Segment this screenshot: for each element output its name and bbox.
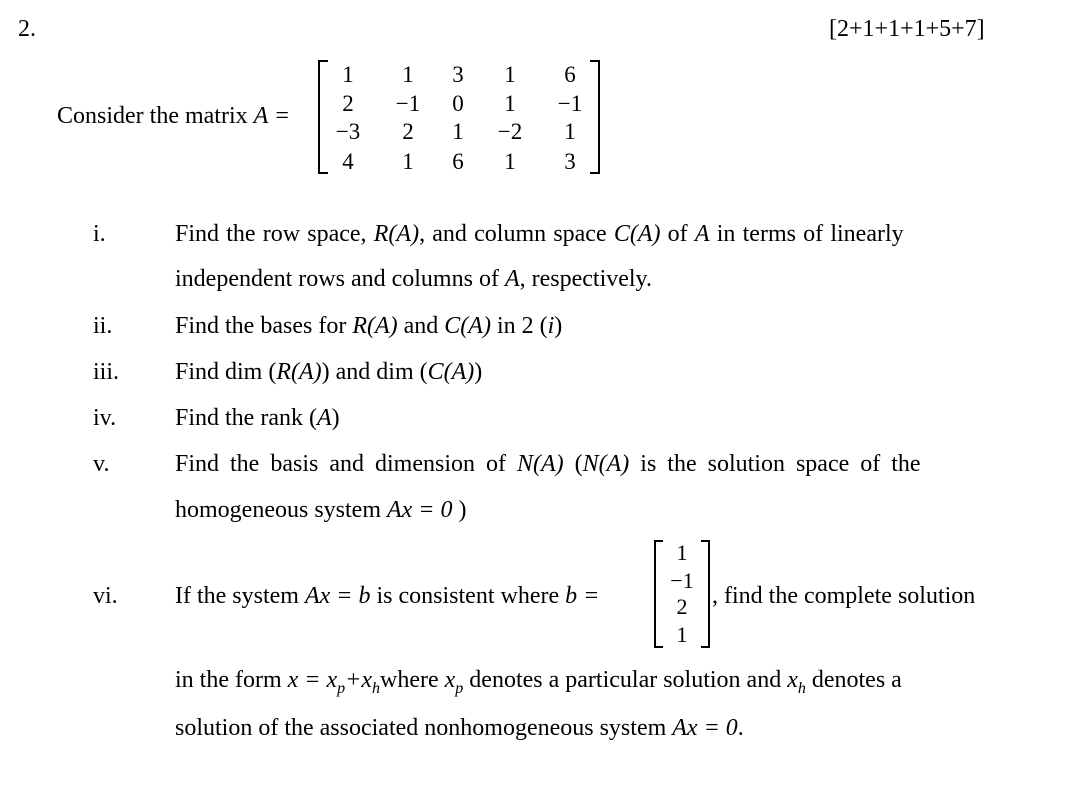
part-label: iii.	[93, 359, 120, 385]
math: Ax = 0	[672, 715, 738, 741]
text: Find the row space,	[175, 221, 374, 247]
matrix-cell: 6	[452, 149, 464, 174]
math: i	[547, 313, 555, 339]
part-iii-text	[175, 360, 482, 384]
text: Find the rank (	[175, 405, 317, 431]
text: independent rows and columns of	[175, 266, 505, 292]
math: A	[694, 221, 710, 247]
question-number: 2.	[18, 16, 36, 42]
matrix-cell: 4	[342, 149, 354, 174]
math: A	[316, 405, 332, 431]
math: Ax = b	[304, 583, 371, 609]
math-sub: h	[372, 679, 380, 697]
text: homogeneous system	[175, 497, 387, 523]
matrix-cell: −2	[497, 119, 523, 144]
matrix-cell: 6	[564, 62, 576, 87]
matrix-cell: 0	[452, 91, 464, 116]
text: solution of the associated nonhomogeneous system	[175, 715, 673, 741]
matrix-cell: −1	[395, 91, 421, 116]
part-ii-text	[175, 314, 562, 338]
part-iv-text	[175, 406, 340, 430]
math: N(A)	[582, 451, 630, 477]
text: in terms of linearly	[709, 221, 904, 247]
part-v-line2	[175, 498, 467, 522]
matrix-left-bracket	[318, 60, 328, 174]
text: is the solution space of the	[629, 451, 921, 477]
math: C(A)	[444, 313, 491, 339]
matrix-cell: 1	[402, 149, 414, 174]
marks-allocation: [2+1+1+1+5+7]	[829, 16, 985, 42]
text: .	[737, 715, 744, 741]
matrix-right-bracket	[590, 60, 600, 174]
matrix-cell: 1	[402, 62, 414, 87]
part-label: i.	[93, 221, 106, 247]
math-sub: p	[455, 679, 464, 697]
math: R(A)	[373, 221, 420, 247]
intro-label: Consider the matrix	[57, 103, 248, 129]
math: R(A)	[276, 359, 322, 385]
text: )	[331, 405, 340, 431]
text: denotes a	[805, 667, 902, 693]
math: A	[504, 266, 520, 292]
text: )	[452, 497, 467, 523]
text: of	[660, 221, 695, 247]
matrix-cell: 1	[504, 91, 516, 116]
vector-b	[654, 540, 710, 648]
matrix-cell: 2	[402, 119, 414, 144]
part-vi-line1a	[175, 584, 599, 608]
text: ) and dim (	[321, 359, 428, 385]
text: where	[380, 667, 445, 693]
matrix-cell: 3	[452, 62, 464, 87]
matrix-symbol: A =	[253, 103, 291, 129]
math-sub: h	[797, 679, 806, 697]
text: )	[554, 313, 563, 339]
vector-cell: 2	[676, 594, 688, 619]
matrix-cell: −3	[335, 119, 361, 144]
text: (	[563, 451, 583, 477]
text: If the system	[175, 583, 305, 609]
math: R(A)	[352, 313, 398, 339]
vector-cell: −1	[670, 568, 694, 593]
vector-left-bracket	[654, 540, 663, 648]
matrix-cell: 1	[504, 149, 516, 174]
matrix-cell: 1	[564, 119, 576, 144]
text: and	[397, 313, 445, 339]
part-label: vi.	[93, 583, 118, 609]
vector-right-bracket	[701, 540, 710, 648]
math: C(A)	[613, 221, 661, 247]
math: Ax = 0	[386, 497, 453, 523]
math-sub: p	[337, 679, 346, 697]
part-label: v.	[93, 451, 110, 477]
math: b =	[565, 583, 600, 609]
part-i-line2	[175, 267, 652, 291]
intro-text	[57, 104, 290, 128]
part-label: ii.	[93, 313, 113, 339]
text: is consistent where	[370, 583, 566, 609]
part-i-line1	[175, 222, 904, 246]
matrix-cell: −1	[557, 91, 583, 116]
text: , and column space	[419, 221, 614, 247]
math: x	[444, 667, 456, 693]
matrix-a	[318, 60, 600, 174]
text: in 2 (	[490, 313, 548, 339]
matrix-cell: 1	[452, 119, 464, 144]
text: Find dim (	[175, 359, 277, 385]
part-vi-line1b: , find the complete solution	[712, 583, 976, 609]
math: x	[787, 667, 798, 693]
part-v-line1	[175, 452, 921, 476]
text: Find the bases for	[175, 313, 353, 339]
math: C(A)	[427, 359, 475, 385]
text: Find the basis and dimension of	[175, 451, 517, 477]
matrix-cell: 2	[342, 91, 354, 116]
matrix-cell: 1	[504, 62, 516, 87]
part-vi-line2	[175, 668, 902, 697]
vector-cell: 1	[676, 622, 688, 647]
text: , respectively.	[519, 266, 652, 292]
text: denotes a particular solution and	[463, 667, 788, 693]
math: N(A)	[516, 451, 564, 477]
math: x = x	[287, 667, 338, 693]
vector-cell: 1	[676, 540, 688, 565]
text: )	[474, 359, 483, 385]
matrix-cell: 3	[564, 149, 576, 174]
math: +x	[345, 667, 372, 693]
part-label: iv.	[93, 405, 117, 431]
part-vi-line3	[175, 716, 744, 740]
matrix-cell: 1	[342, 62, 354, 87]
text: in the form	[175, 667, 288, 693]
